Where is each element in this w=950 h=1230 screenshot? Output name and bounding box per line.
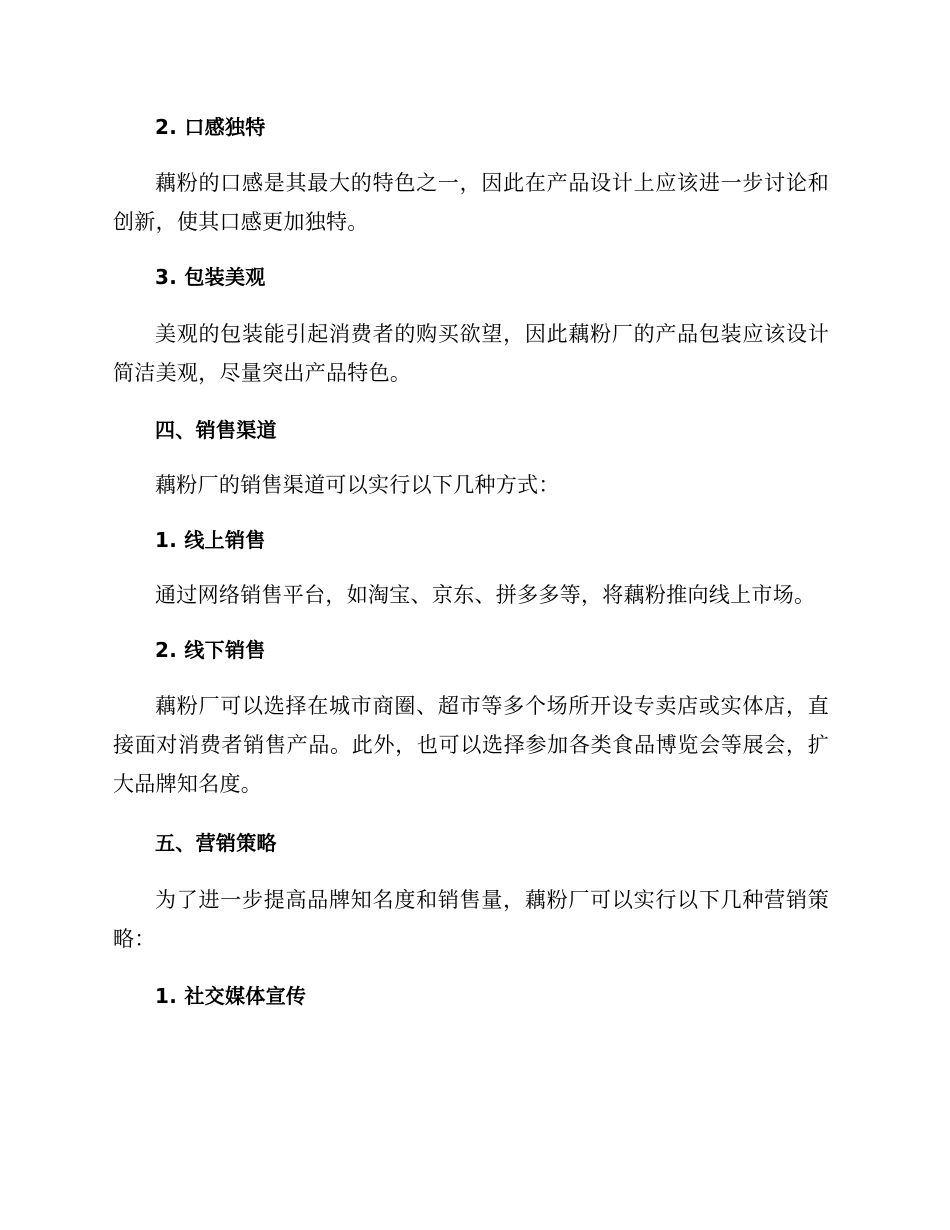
chapter-heading-sales-channels: 四、销售渠道	[155, 418, 277, 442]
paragraph-sales-channels-intro: 藕粉厂的销售渠道可以实行以下几种方式：	[155, 473, 560, 497]
paragraph-offline-sales: 藕粉厂可以选择在城市商圈、超市等多个场所开设专卖店或实体店，直接面对消费者销售产品。此外，也可以选择参加各类食品博览会等展会，扩大品牌知名度。	[113, 694, 829, 796]
section-heading-online-sales: 1. 线上销售	[155, 528, 266, 552]
section-heading-packaging: 3. 包装美观	[155, 265, 266, 289]
section-heading-offline-sales: 2. 线下销售	[155, 638, 266, 662]
paragraph-marketing-intro: 为了进一步提高品牌知名度和销售量，藕粉厂可以实行以下几种营销策略：	[113, 888, 829, 951]
paragraph-taste: 藕粉的口感是其最大的特色之一，因此在产品设计上应该进一步讨论和创新，使其口感更加独特。	[113, 171, 829, 234]
section-heading-taste: 2. 口感独特	[155, 115, 266, 139]
paragraph-packaging: 美观的包装能引起消费者的购买欲望，因此藕粉厂的产品包装应该设计简洁美观，尽量突出产品特色。	[113, 322, 829, 385]
chapter-heading-marketing: 五、营销策略	[155, 831, 277, 855]
section-heading-social-media: 1. 社交媒体宣传	[155, 984, 307, 1008]
paragraph-online-sales: 通过网络销售平台，如淘宝、京东、拼多多等，将藕粉推向线上市场。	[155, 583, 816, 607]
